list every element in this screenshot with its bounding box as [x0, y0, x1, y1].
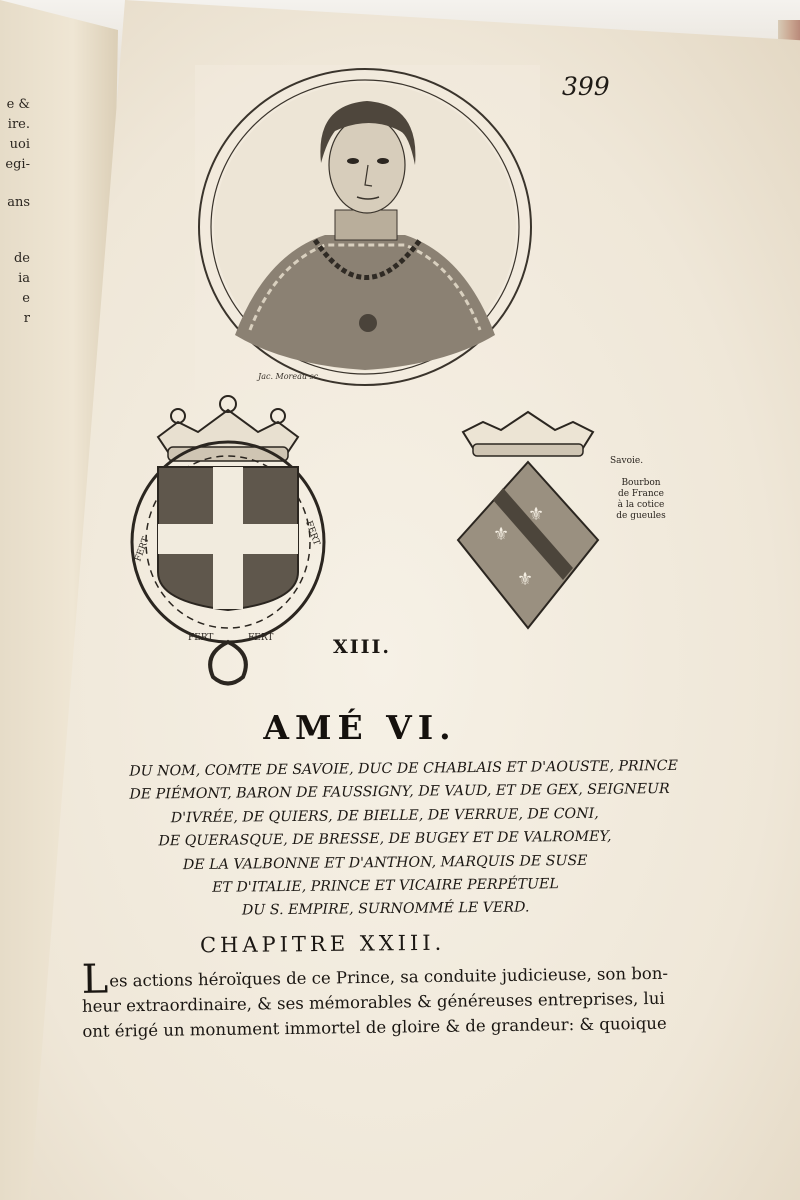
chapter-heading: CHAPITRE XXIII.	[199, 930, 446, 958]
body-text	[81, 956, 669, 1044]
left-page-text	[0, 95, 30, 329]
subtitle-line: DE LA VALBONNE ET D'ANTHON, MARQUIS DE SUSE	[182, 852, 588, 873]
body-line: ont érigé un monument immortel de gloire & de grandeur: & quoique	[82, 1013, 667, 1041]
left-line: ia	[18, 271, 30, 286]
subtitle-line: ET D'ITALIE, PRINCE ET VICAIRE PERPÉTUEL	[212, 876, 559, 896]
subtitle-line: D'IVRÉE, DE QUIERS, DE BIELLE, DE VERRUE, DE CONI,	[170, 805, 599, 827]
left-line: r	[23, 311, 30, 326]
subtitle-line: DE PIÉMONT, BARON DE FAUSSIGNY, DE VAUD, ET DE GEX, SEIGNEUR	[129, 781, 670, 804]
svg-text:⚜: ⚜	[517, 569, 534, 590]
left-line: e	[22, 291, 30, 306]
motto-text-bottom-left: FERT	[188, 633, 214, 643]
body-line: heur extraordinaire, & ses mémorables & généreuses entreprises, lui	[81, 988, 665, 1016]
blazon-bourbon-line: de France	[617, 489, 665, 499]
blazon-note	[610, 456, 672, 522]
savoy-coat-of-arms	[128, 392, 328, 697]
subtitle-line: DU NOM, COMTE DE SAVOIE, DUC DE CHABLAIS ET D'AOUSTE, PRINCE	[129, 757, 679, 780]
plate-number: XIII.	[333, 636, 392, 658]
blazon-bourbon-line: de gueules	[616, 511, 666, 521]
left-line: de	[13, 251, 30, 266]
blazon-savoie: Savoie.	[610, 456, 644, 466]
left-line: ans	[7, 195, 30, 210]
portrait-medallion	[195, 65, 540, 390]
svg-text:⚜: ⚜	[493, 524, 510, 545]
title-subtitle	[129, 755, 679, 924]
blazon-bourbon-line: à la cotice	[617, 500, 665, 510]
motto-text-left: FERT	[133, 535, 152, 564]
left-line: e &	[6, 97, 30, 112]
svg-text:⚜: ⚜	[528, 504, 545, 525]
drop-cap: L	[81, 956, 109, 1003]
subtitle-line: DE QUERASQUE, DE BRESSE, DE BUGEY ET DE VALROMEY,	[158, 828, 612, 850]
left-line: ire.	[7, 117, 30, 132]
subtitle-line: DU S. EMPIRE, SURNOMMÉ LE VERD.	[241, 899, 530, 919]
page-number: 399	[562, 72, 610, 101]
motto-text-right: FERT	[303, 519, 322, 547]
motto-text-bottom-right: FERT	[248, 633, 274, 643]
engraver-signature: Jac. Moreau sc.	[258, 372, 321, 381]
blazon-bourbon-line: Bourbon	[621, 478, 661, 488]
left-line: egi-	[5, 157, 30, 172]
body-line-text: es actions héroïques de ce Prince, sa conduite judicieuse, son bon-	[109, 963, 669, 991]
bourbon-lozenge-arms	[453, 410, 603, 632]
left-line: uoi	[9, 137, 30, 152]
chapter-title: AMÉ VI.	[263, 708, 457, 747]
